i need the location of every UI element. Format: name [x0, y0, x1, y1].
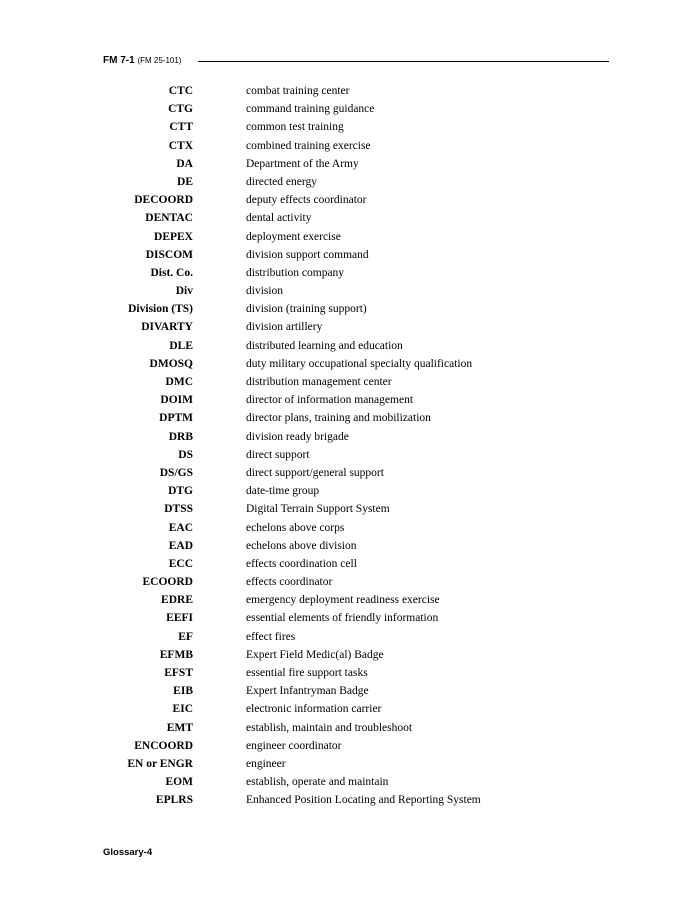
glossary-definition: division ready brigade [246, 430, 349, 443]
glossary-term: DENTAC [145, 212, 193, 225]
glossary-entry [0, 428, 695, 446]
glossary-term: DS [178, 448, 193, 461]
glossary-term: EPLRS [155, 794, 193, 807]
glossary-definition: division [246, 285, 284, 298]
glossary-entry [0, 646, 695, 664]
glossary-definition: Digital Terrain Support System [246, 503, 390, 516]
glossary-entry [0, 373, 695, 391]
glossary-entry [0, 591, 695, 609]
glossary-entry [0, 628, 695, 646]
glossary-definition: combat training center [246, 85, 350, 97]
glossary-entry [0, 100, 695, 118]
glossary-entry [0, 500, 695, 518]
glossary-term: EAD [168, 539, 193, 552]
glossary-term: DS/GS [159, 466, 193, 479]
glossary-definition: director of information management [246, 394, 414, 407]
glossary-term: CTX [168, 139, 193, 152]
glossary-definition: direct support [246, 448, 310, 461]
glossary-entry [0, 519, 695, 537]
glossary-definition: engineer [246, 757, 286, 770]
glossary-term: CTG [168, 103, 193, 116]
glossary-entry [0, 464, 695, 482]
glossary-definition: Department of the Army [246, 157, 359, 170]
glossary-term: ENCOORD [134, 739, 193, 752]
glossary-term: DE [177, 175, 193, 188]
glossary-entry [0, 318, 695, 336]
glossary-entry [0, 573, 695, 591]
glossary-definition: Expert Field Medic(al) Badge [246, 648, 384, 661]
glossary-term: CTT [169, 121, 193, 134]
glossary-definition: essential fire support tasks [246, 667, 368, 679]
glossary-entry [0, 664, 695, 682]
glossary-definition: effect fires [246, 630, 296, 643]
glossary-definition: date-time group [246, 485, 320, 498]
glossary-entry [0, 719, 695, 737]
glossary-entry [0, 555, 695, 573]
header-rule [198, 61, 609, 62]
glossary-term: EFMB [159, 648, 193, 661]
glossary-entry [0, 791, 695, 809]
glossary-definition: distribution management center [246, 376, 392, 388]
glossary-term: Div [175, 285, 193, 298]
glossary-entry [0, 682, 695, 700]
manual-supersedes: (FM 25-101) [137, 56, 182, 65]
glossary-term: EDRE [161, 594, 193, 607]
glossary-term: Division (TS) [128, 303, 193, 316]
glossary-term: EFST [164, 667, 193, 679]
manual-number: FM 7-1 [103, 55, 135, 66]
glossary-entry [0, 82, 695, 100]
glossary-term: DRB [168, 430, 193, 443]
glossary-term: DMOSQ [149, 357, 193, 370]
glossary-entry [0, 137, 695, 155]
glossary-entry [0, 537, 695, 555]
glossary-term: DTSS [164, 503, 193, 516]
glossary-definition: electronic information carrier [246, 703, 382, 716]
glossary-entry [0, 409, 695, 427]
glossary-entry [0, 355, 695, 373]
glossary-definition: combined training exercise [246, 139, 371, 152]
glossary-definition: directed energy [246, 175, 317, 188]
glossary-term: EF [178, 630, 193, 643]
glossary-term: CTC [168, 85, 193, 97]
glossary-entry [0, 609, 695, 627]
glossary-definition: deputy effects coordinator [246, 194, 367, 207]
glossary-definition: duty military occupational specialty qualification [246, 357, 473, 370]
glossary-term: EAC [168, 521, 193, 534]
glossary-entry [0, 700, 695, 718]
glossary-definition: distributed learning and education [246, 339, 403, 352]
glossary-entry [0, 482, 695, 500]
glossary-definition: emergency deployment readiness exercise [246, 594, 440, 607]
glossary-definition: engineer coordinator [246, 739, 342, 752]
glossary-entry [0, 446, 695, 464]
glossary-term: EMT [166, 721, 193, 734]
glossary-term: EIC [172, 703, 193, 716]
glossary-entry [0, 755, 695, 773]
glossary-definition: establish, maintain and troubleshoot [246, 721, 413, 734]
page-footer: Glossary-4 [103, 847, 153, 858]
glossary-term: DEPEX [154, 230, 193, 243]
glossary-definition: echelons above corps [246, 521, 345, 534]
glossary-definition: direct support/general support [246, 466, 384, 479]
glossary-term: ECOORD [142, 576, 193, 589]
glossary-term: DISCOM [145, 248, 193, 261]
header-title [103, 54, 181, 67]
glossary-definition: establish, operate and maintain [246, 776, 389, 789]
running-header [103, 54, 609, 68]
glossary-term: EOM [165, 776, 193, 789]
glossary-definition: division artillery [246, 321, 323, 334]
glossary-entry [0, 737, 695, 755]
glossary-definition: Enhanced Position Locating and Reporting System [246, 794, 481, 807]
glossary-entry [0, 246, 695, 264]
glossary-term: EEFI [166, 612, 193, 625]
glossary-entry [0, 337, 695, 355]
glossary-entry [0, 173, 695, 191]
glossary-term: DIVARTY [141, 321, 193, 334]
glossary-term: DPTM [159, 412, 193, 425]
glossary-definition: distribution company [246, 266, 345, 279]
glossary-entry [0, 209, 695, 227]
glossary-definition: echelons above division [246, 539, 357, 552]
glossary-term: DOIM [160, 394, 193, 407]
glossary-entry [0, 118, 695, 136]
glossary-definition: effects coordinator [246, 576, 333, 589]
glossary-term: DMC [165, 376, 193, 388]
glossary-term: EN or ENGR [127, 757, 193, 770]
glossary-entry [0, 228, 695, 246]
glossary-definition: essential elements of friendly information [246, 612, 439, 625]
glossary-definition: dental activity [246, 212, 312, 225]
glossary-term: Dist. Co. [150, 266, 193, 279]
glossary-definition: command training guidance [246, 103, 375, 116]
glossary-definition: common test training [246, 121, 344, 134]
glossary-term: DECOORD [134, 194, 193, 207]
glossary-definition: Expert Infantryman Badge [246, 685, 369, 698]
glossary-term: DTG [168, 485, 193, 498]
glossary-entry [0, 773, 695, 791]
glossary-list [0, 82, 695, 810]
glossary-entry [0, 300, 695, 318]
glossary-term: EIB [173, 685, 193, 698]
glossary-entry [0, 191, 695, 209]
glossary-entry [0, 391, 695, 409]
glossary-definition: effects coordination cell [246, 557, 357, 570]
glossary-definition: director plans, training and mobilization [246, 412, 431, 425]
glossary-entry [0, 155, 695, 173]
glossary-definition: deployment exercise [246, 230, 341, 243]
glossary-term: ECC [168, 557, 193, 570]
glossary-definition: division support command [246, 248, 369, 261]
glossary-term: DA [176, 157, 193, 170]
glossary-entry [0, 264, 695, 282]
glossary-entry [0, 282, 695, 300]
glossary-definition: division (training support) [246, 303, 367, 316]
glossary-term: DLE [169, 339, 193, 352]
